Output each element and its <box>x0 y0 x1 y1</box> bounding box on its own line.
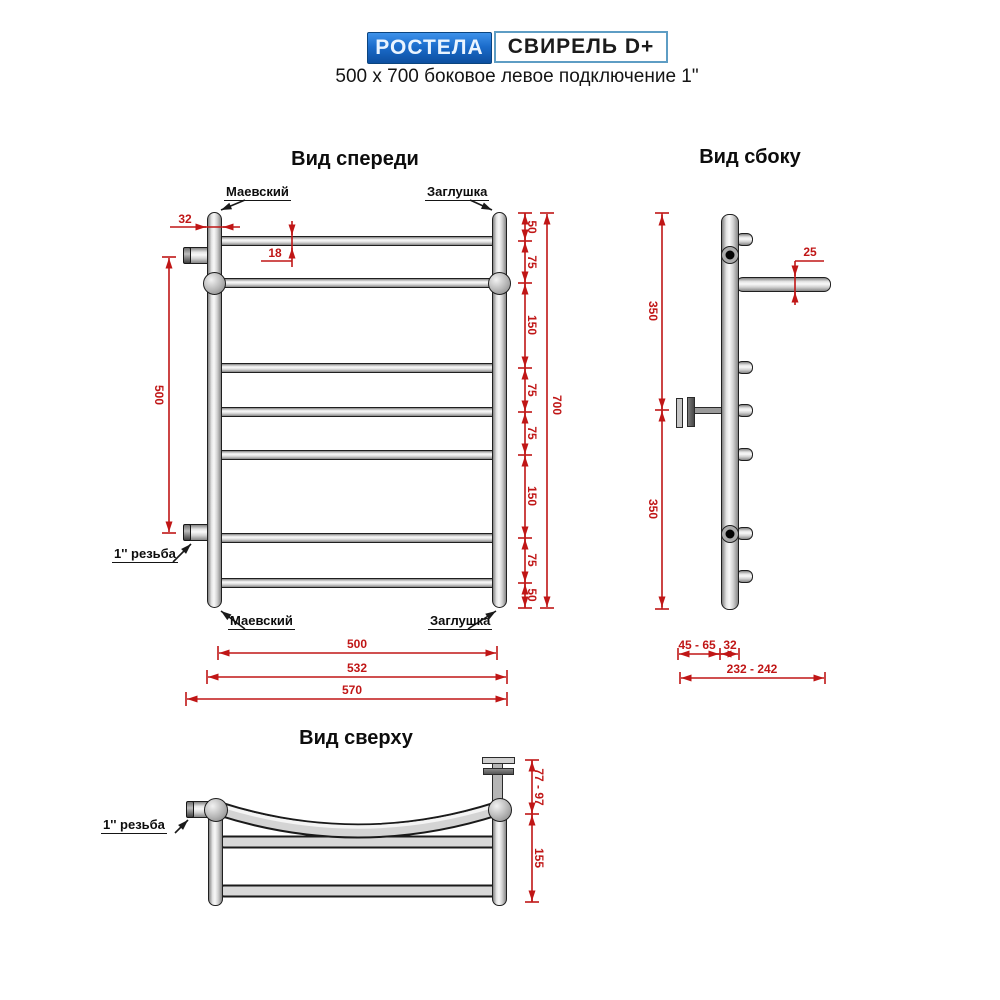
shelf-bar-side <box>736 277 831 292</box>
rung <box>212 363 502 373</box>
rung <box>212 450 502 460</box>
shelf-joint <box>488 272 511 295</box>
wall-bracket-arm <box>694 407 722 414</box>
wall-bracket-plate <box>676 398 683 428</box>
label-maevsky-bottom: Маевский <box>230 613 293 628</box>
dim-chain-seg: 150 <box>525 485 539 507</box>
top-view-title: Вид сверху <box>299 727 413 749</box>
connector-port <box>721 246 739 264</box>
dim-total-height: 700 <box>550 394 564 416</box>
top-right-pipe <box>492 810 507 906</box>
dim-width-mid: 532 <box>346 661 368 675</box>
dim-upper-half: 350 <box>646 300 660 322</box>
rung <box>212 407 502 417</box>
dim-chain-seg: 50 <box>525 588 539 602</box>
side-pipe <box>721 214 739 610</box>
connector-cap <box>183 247 191 264</box>
dim-shelf-tube-diameter: 25 <box>803 245 817 259</box>
label-thread-top: 1'' резьба <box>103 817 165 832</box>
dim-chain-seg: 50 <box>525 220 539 234</box>
dim-lower-half: 350 <box>646 498 660 520</box>
dim-pipe-diameter: 32 <box>178 212 192 226</box>
dim-width-outer: 570 <box>341 683 363 697</box>
dim-chain-seg: 75 <box>525 255 539 269</box>
top-left-pipe <box>208 810 223 906</box>
rung <box>212 533 502 543</box>
label-maevsky-top: Маевский <box>226 184 289 199</box>
shelf-joint <box>203 272 226 295</box>
dim-chain-seg: 150 <box>525 314 539 336</box>
dim-chain-seg: 75 <box>525 426 539 440</box>
label-thread-front: 1'' резьба <box>114 546 176 561</box>
rung <box>212 236 502 246</box>
dim-wall-offset: 45 - 65 <box>678 638 716 652</box>
connector-cap <box>183 524 191 541</box>
dim-chain-seg: 75 <box>525 553 539 567</box>
dim-side-pipe-diameter: 32 <box>723 638 737 652</box>
dim-width-inner: 500 <box>346 637 368 651</box>
dim-chain-seg: 75 <box>525 383 539 397</box>
shelf-joint <box>488 798 512 822</box>
dim-rung-diameter: 18 <box>268 246 282 260</box>
connector-port <box>721 525 739 543</box>
label-zaglushka-bottom: Заглушка <box>430 613 491 628</box>
dim-total-depth: 232 - 242 <box>726 662 778 676</box>
side-view-title: Вид сбоку <box>699 146 801 168</box>
dim-body-depth: 155 <box>532 847 546 869</box>
drawing-subtitle: 500 x 700 боковое левое подключение 1" <box>335 66 699 87</box>
rung <box>212 578 502 588</box>
rung <box>212 278 502 288</box>
shelf-joint <box>204 798 228 822</box>
label-zaglushka-top: Заглушка <box>427 184 488 199</box>
dim-shelf-depth: 77 - 97 <box>532 768 546 806</box>
bracket-plate <box>483 768 514 775</box>
dim-connector-spacing: 500 <box>152 384 166 406</box>
front-view-title: Вид спереди <box>291 148 419 170</box>
brand-badge: РОСТЕЛА <box>367 32 492 64</box>
connector-cap <box>186 801 194 818</box>
bracket-plate <box>482 757 515 764</box>
model-badge: СВИРЕЛЬ D+ <box>494 31 668 63</box>
